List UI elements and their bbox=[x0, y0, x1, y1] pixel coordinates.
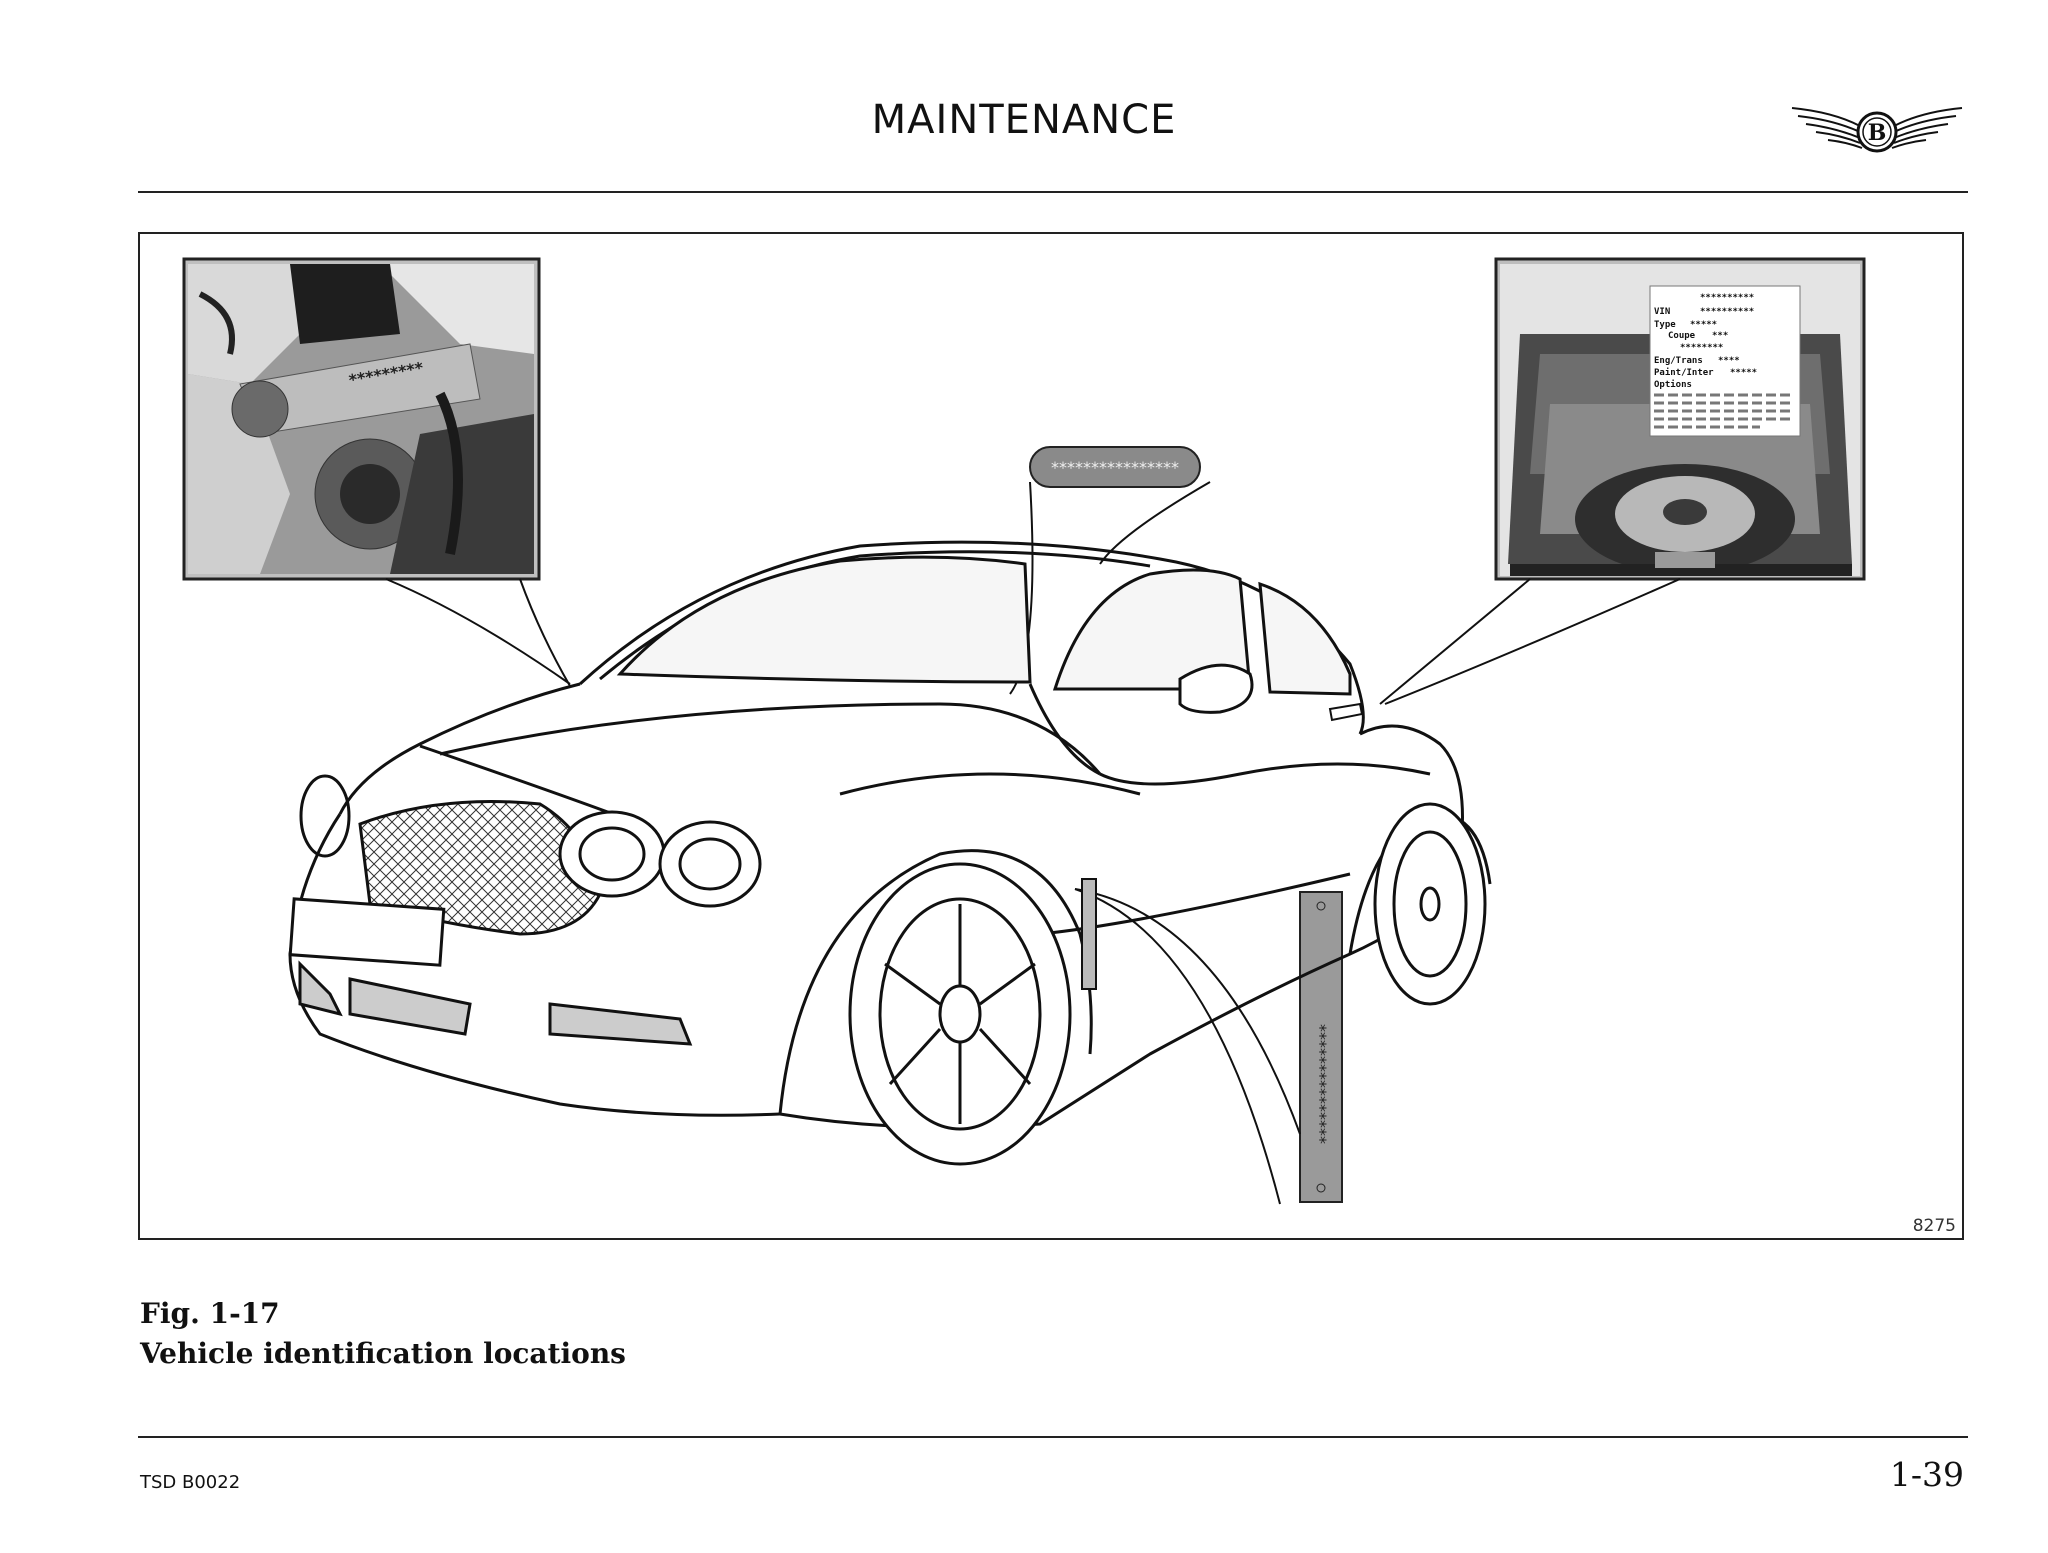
svg-text:Eng/Trans: Eng/Trans bbox=[1654, 356, 1703, 366]
svg-text:Paint/Inter: Paint/Inter bbox=[1654, 368, 1714, 378]
page-header-title: MAINTENANCE bbox=[871, 97, 1177, 143]
engine-bay-photo bbox=[184, 259, 539, 579]
svg-text:****************: **************** bbox=[1051, 458, 1179, 477]
figure-caption bbox=[140, 1294, 626, 1374]
document-code: TSD B0022 bbox=[140, 1472, 241, 1493]
trunk-photo bbox=[1496, 259, 1864, 579]
header-rule bbox=[138, 191, 1968, 193]
figure-caption-text: Vehicle identification locations bbox=[140, 1337, 626, 1370]
svg-text:**********: ********** bbox=[1700, 307, 1755, 317]
svg-text:Options: Options bbox=[1654, 380, 1692, 390]
svg-text:*****: ***** bbox=[1730, 368, 1758, 378]
page-number: 1-39 bbox=[1889, 1455, 1964, 1494]
windscreen-vin-plate bbox=[1030, 447, 1200, 487]
svg-text:********: ******** bbox=[1680, 343, 1724, 353]
engine-bay-marking: ********* bbox=[347, 358, 425, 390]
figure-label: Fig. 1-17 bbox=[140, 1297, 280, 1330]
door-pillar-plate bbox=[1300, 892, 1342, 1202]
figure-number: 8275 bbox=[1912, 1216, 1956, 1236]
vehicle-illustration bbox=[140, 234, 1962, 1238]
svg-text:***************: *************** bbox=[1311, 1024, 1330, 1144]
svg-text:VIN: VIN bbox=[1654, 307, 1671, 317]
svg-text:*****: ***** bbox=[1690, 320, 1718, 330]
svg-text:**********: ********** bbox=[1700, 293, 1755, 303]
svg-text:Coupe: Coupe bbox=[1668, 331, 1696, 341]
bentley-winged-b-icon bbox=[1788, 102, 1966, 158]
figure-frame bbox=[138, 232, 1964, 1240]
svg-text:***: *** bbox=[1712, 331, 1729, 341]
svg-text:Type: Type bbox=[1654, 320, 1676, 330]
footer-rule bbox=[138, 1436, 1968, 1438]
svg-text:B: B bbox=[1867, 120, 1887, 146]
svg-text:****: **** bbox=[1718, 356, 1740, 366]
